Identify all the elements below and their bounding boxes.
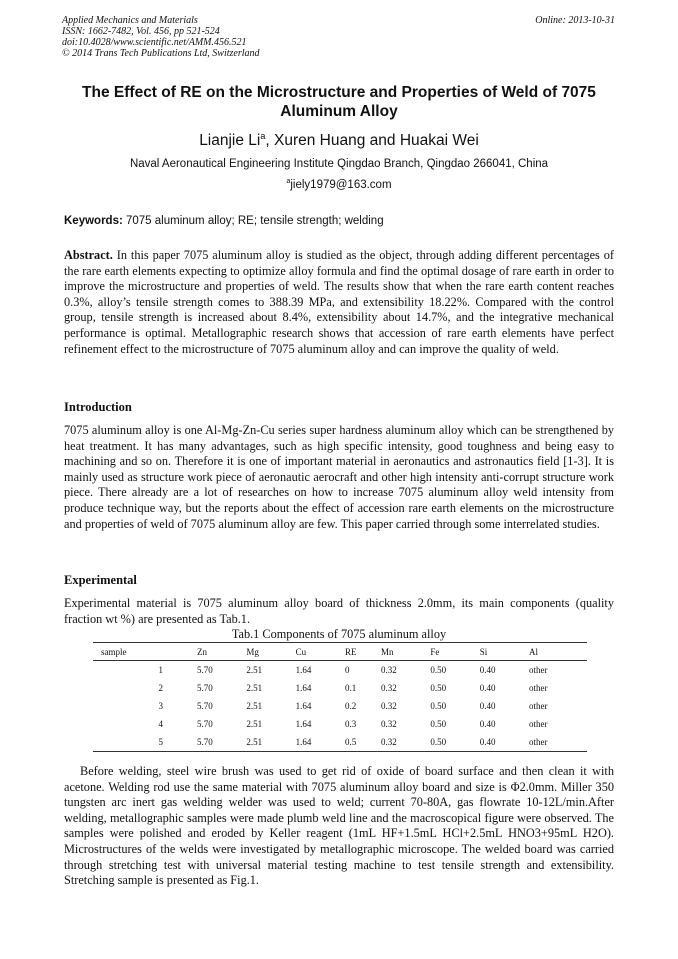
author-1-sup: a xyxy=(260,131,266,141)
table-cell: 5.70 xyxy=(197,665,213,675)
col-header: Si xyxy=(479,646,488,657)
issn-line: ISSN: 1662-7482, Vol. 456, pp 521-524 xyxy=(62,26,220,37)
experimental-text-2: Before welding, steel wire brush was used to get rid of oxide of board surface and then clean it with acetone. Welding rod use the same material with 7075 aluminum alloy board and size is Φ2.0mm. Miller 350 tungsten arc inert gas welding welder was used to weld; current 70-80A, gas flowrate 10-12L/min.After welding, metallographic samples were made plumb weld line and the macroscopical figure were observed. The samples were polished and eroded by Keller reagent (1mL HF+1.5mL HCl+2.5mL HNO3+95mL H2O). Microstructures of the welds were investigated by metallographic microscope. The welded board was carried through stretching test with universal material testing machine to test tensile strength and extensibility. Stretching sample is presented as Fig.1. xyxy=(64,764,614,888)
table-cell: 1.64 xyxy=(295,737,312,747)
experimental-text: Experimental material is 7075 aluminum alloy board of thickness 2.0mm, its main components (quality fraction wt %) are presented as Tab.1. xyxy=(64,596,614,626)
table-cell: 0.50 xyxy=(430,683,447,693)
col-header: Mg xyxy=(246,646,259,657)
table-cell: 5.70 xyxy=(197,683,213,693)
table-cell: 0.32 xyxy=(381,665,397,675)
doi-line: doi:10.4028/www.scientific.net/AMM.456.521 xyxy=(62,37,247,48)
abstract xyxy=(64,248,614,357)
author-line xyxy=(60,131,618,150)
online-date: Online: 2013-10-31 xyxy=(535,15,615,26)
table-cell: 0.32 xyxy=(381,719,397,729)
col-header: RE xyxy=(344,646,357,657)
table-cell: other xyxy=(529,719,548,729)
col-header: Zn xyxy=(197,646,207,657)
intro-heading: Introduction xyxy=(64,400,132,414)
abstract-text: In this paper 7075 aluminum alloy is studied as the object, through adding different percentages of the rare earth elements expecting to optimize alloy formula and find the optimal dosage of rare earth in order to improve the microstructure and properties of weld. The results show that when the rare earth content reaches 0.3%, alloy’s tensile strength comes to 388.39 MPa, and extensibility 18.22%. Compared with the control group, tensile strength is increased about 8.4%, extensibility about 14.7%, and the integrative mechanical performance is optimal. Metallographic research shows that accession of rare earth elements have perfect refinement effect to the microstructure of 7075 aluminum alloy and can improve the quality of weld. xyxy=(64,248,614,356)
table-cell: 2.51 xyxy=(246,665,263,675)
table-cell: 1.64 xyxy=(295,719,312,729)
table-caption: Tab.1 Components of 7075 aluminum alloy xyxy=(231,627,447,641)
col-header: Fe xyxy=(430,646,440,657)
table-cell: 0.32 xyxy=(381,683,397,693)
table-cell: 2 xyxy=(158,683,163,693)
col-header: sample xyxy=(101,646,127,657)
table-cell: 0.32 xyxy=(381,701,397,711)
author-rest: , Xuren Huang and Huakai Wei xyxy=(265,132,479,150)
table-cell: other xyxy=(529,737,548,747)
table-cell: 0.40 xyxy=(479,665,496,675)
table-cell: 5.70 xyxy=(197,719,213,729)
table-header-row xyxy=(93,643,587,661)
experimental-heading: Experimental xyxy=(64,573,137,587)
col-header: Mn xyxy=(381,646,394,657)
table-cell: 2.51 xyxy=(246,719,263,729)
table-row xyxy=(93,679,587,697)
table-cell: 5.70 xyxy=(197,737,213,747)
table-cell: 1.64 xyxy=(295,701,312,711)
table-cell: 5.70 xyxy=(197,701,213,711)
table-cell: other xyxy=(529,683,548,693)
table-cell: 0 xyxy=(344,665,350,675)
table-row xyxy=(93,733,587,752)
components-table xyxy=(93,642,587,752)
table-cell: 2.51 xyxy=(246,737,263,747)
table-cell: other xyxy=(529,701,548,711)
keywords xyxy=(64,215,384,227)
table-cell: 0.40 xyxy=(479,683,496,693)
abstract-label: Abstract. xyxy=(64,248,113,262)
table-cell: 0.40 xyxy=(479,719,496,729)
table-cell: 0.1 xyxy=(344,683,357,693)
table-cell: 4 xyxy=(158,719,163,729)
table-row xyxy=(93,661,587,680)
paper-title: The Effect of RE on the Microstructure and Properties of Weld of 7075 Aluminum Alloy xyxy=(82,84,596,120)
keywords-label: Keywords: xyxy=(64,215,123,227)
email-line xyxy=(60,178,618,191)
journal-name: Applied Mechanics and Materials xyxy=(62,15,198,26)
table-cell: 0.2 xyxy=(344,701,357,711)
author-1: Lianjie Li xyxy=(199,132,261,150)
table-cell: 2.51 xyxy=(246,683,263,693)
table-cell: 1 xyxy=(158,665,163,675)
email-sup: a xyxy=(286,178,291,185)
email-address[interactable]: jiely1979@163.com xyxy=(290,178,392,191)
table-cell: 0.32 xyxy=(381,737,397,747)
table-cell: 2.51 xyxy=(246,701,263,711)
table-cell: 0.40 xyxy=(479,737,496,747)
table-cell: 1.64 xyxy=(295,683,312,693)
table-row xyxy=(93,715,587,733)
table-cell: 0.50 xyxy=(430,701,447,711)
table-cell: 0.5 xyxy=(344,737,357,747)
table-cell: other xyxy=(529,665,548,675)
table-cell: 1.64 xyxy=(295,665,312,675)
keywords-text: 7075 aluminum alloy; RE; tensile strength; welding xyxy=(122,215,384,227)
journal-header xyxy=(62,15,260,59)
col-header: Cu xyxy=(295,646,307,657)
intro-text: 7075 aluminum alloy is one Al-Mg-Zn-Cu series super hardness aluminum alloy which can be strengthened by heat treatment. It has many advantages, such as high specific intensity, good toughness and being easy to machining and so on. Therefore it is one of important material in aeronautics and astronautics field [1-3]. It is mainly used as structure work piece of aeronautic aerocraft and other high intensity anti-corrupt structure work piece. There already are a lot of researches on how to increase 7075 aluminum alloy weld intensity from produce technique way, but the reports about the effect of accession rare earth elements on the microstructure and properties of weld of 7075 aluminum alloy are few. This paper carried through some interrelated studies. xyxy=(64,423,614,531)
table-cell: 0.50 xyxy=(430,665,447,675)
table-cell: 0.3 xyxy=(344,719,357,729)
table-cell: 3 xyxy=(158,701,163,711)
table-cell: 0.50 xyxy=(430,719,447,729)
table-cell: 0.40 xyxy=(479,701,496,711)
table-row xyxy=(93,697,587,715)
table-cell: 0.50 xyxy=(430,737,447,747)
col-header: Al xyxy=(529,646,539,657)
table-cell: 5 xyxy=(158,737,163,747)
affiliation: Naval Aeronautical Engineering Institute Qingdao Branch, Qingdao 266041, China xyxy=(129,158,549,170)
copyright-line: © 2014 Trans Tech Publications Ltd, Switzerland xyxy=(62,48,260,59)
